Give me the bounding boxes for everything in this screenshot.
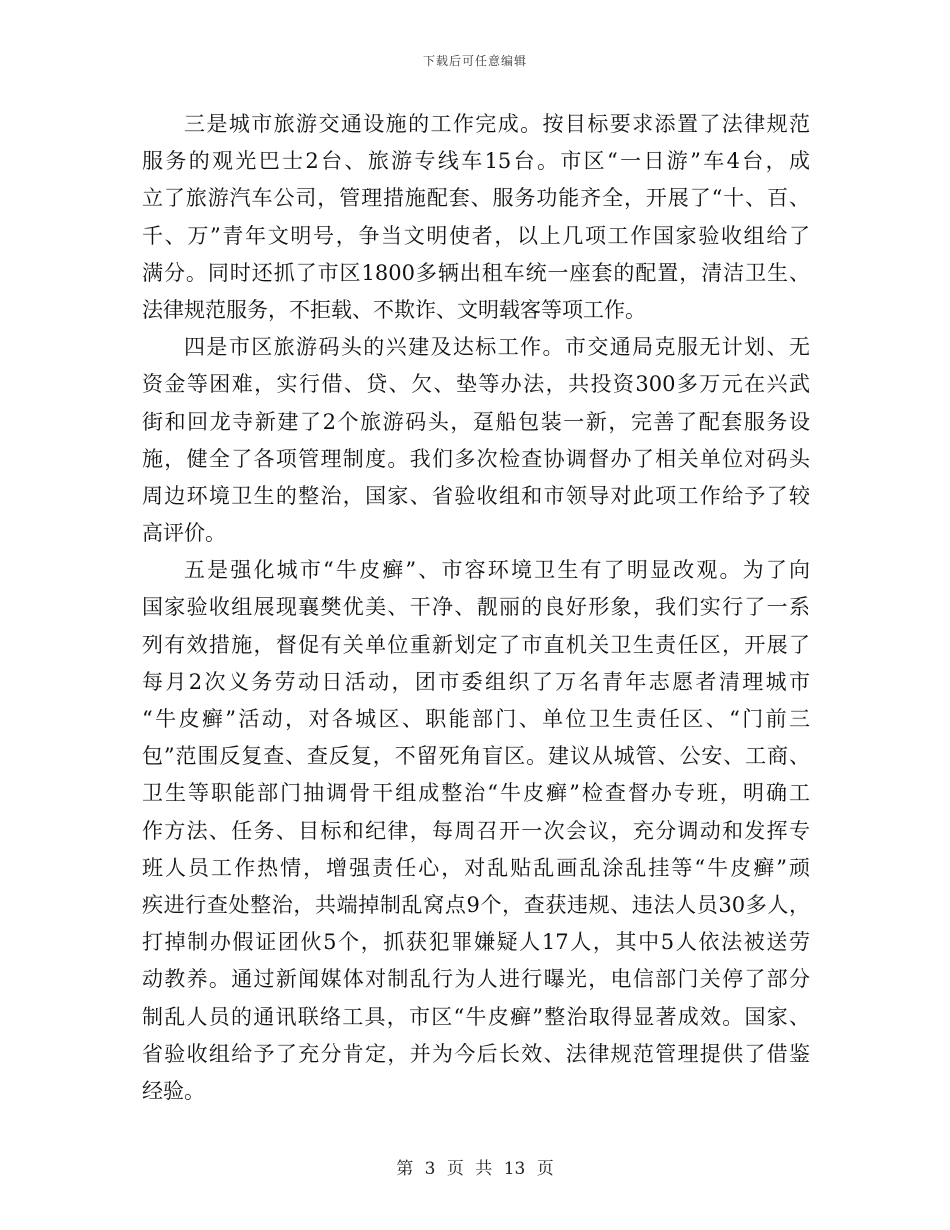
body-line: 服务的观光巴士2台、旅游专线车15台。市区“一日游”车4台，成 <box>142 149 810 174</box>
body-line: 国家验收组展现襄樊优美、干净、靓丽的良好形象，我们实行了一系 <box>142 595 810 620</box>
body-line: 班人员工作热情，增强责任心，对乱贴乱画乱涂乱挂等“牛皮癣”顽 <box>142 855 810 880</box>
body-line: 作方法、任务、目标和纪律，每周召开一次会议，充分调动和发挥专 <box>142 818 810 843</box>
page-header: 下载后可任意编辑 <box>422 54 527 68</box>
body-line: 施，健全了各项管理制度。我们多次检查协调督办了相关单位对码头 <box>142 446 810 471</box>
body-line: 疾进行查处整治，共端掉制乱窝点9个，查获违规、违法人员30多人， <box>142 892 810 917</box>
body-line: 卫生等职能部门抽调骨干组成整治“牛皮癣”检查督办专班，明确工 <box>142 781 810 806</box>
body-line: 制乱人员的通讯联络工具，市区“牛皮癣”整治取得显著成效。国家、 <box>142 1004 810 1029</box>
body-line: 省验收组给予了充分肯定，并为今后长效、法律规范管理提供了借鉴 <box>142 1041 810 1066</box>
body-line: 街和回龙寺新建了2个旅游码头，趸船包装一新，完善了配套服务设 <box>142 409 810 434</box>
body-line: 动教养。通过新闻媒体对制乱行为人进行曝光，电信部门关停了部分 <box>142 967 810 992</box>
body-line: 千、万”青年文明号，争当文明使者，以上几项工作国家验收组给了 <box>142 223 810 248</box>
body-line: 打掉制办假证团伙5个，抓获犯罪嫌疑人17人，其中5人依法被送劳 <box>142 930 810 955</box>
body-line: 立了旅游汽车公司，管理措施配套、服务功能齐全，开展了“十、百、 <box>142 186 810 211</box>
page-footer: 第 3 页 共 13 页 <box>396 1159 554 1179</box>
document-body <box>142 106 810 1110</box>
body-line: 周边环境卫生的整治，国家、省验收组和市领导对此项工作给予了较 <box>142 483 810 508</box>
body-line: 列有效措施，督促有关单位重新划定了市直机关卫生责任区，开展了 <box>142 632 810 657</box>
body-line: 满分。同时还抓了市区1800多辆出租车统一座套的配置，清洁卫生、 <box>142 260 810 285</box>
body-line: 三是城市旅游交通设施的工作完成。按目标要求添置了法律规范 <box>184 112 810 136</box>
body-line: 每月2次义务劳动日活动，团市委组织了万名青年志愿者清理城市 <box>142 669 810 694</box>
body-line: 经验。 <box>142 1078 205 1103</box>
body-line: 包”范围反复查、查反复，不留死角盲区。建议从城管、公安、工商、 <box>142 744 810 769</box>
body-line: 法律规范服务，不拒载、不欺诈、文明载客等项工作。 <box>142 297 646 322</box>
body-line: 四是市区旅游码头的兴建及达标工作。市交通局克服无计划、无 <box>184 335 810 360</box>
body-line: 高评价。 <box>142 521 226 546</box>
body-line: “牛皮癣”活动，对各城区、职能部门、单位卫生责任区、“门前三 <box>142 707 810 731</box>
body-line: 资金等困难，实行借、贷、欠、垫等办法，共投资300多万元在兴武 <box>142 372 810 397</box>
body-line: 五是强化城市“牛皮癣”、市容环境卫生有了明显改观。为了向 <box>184 558 810 583</box>
